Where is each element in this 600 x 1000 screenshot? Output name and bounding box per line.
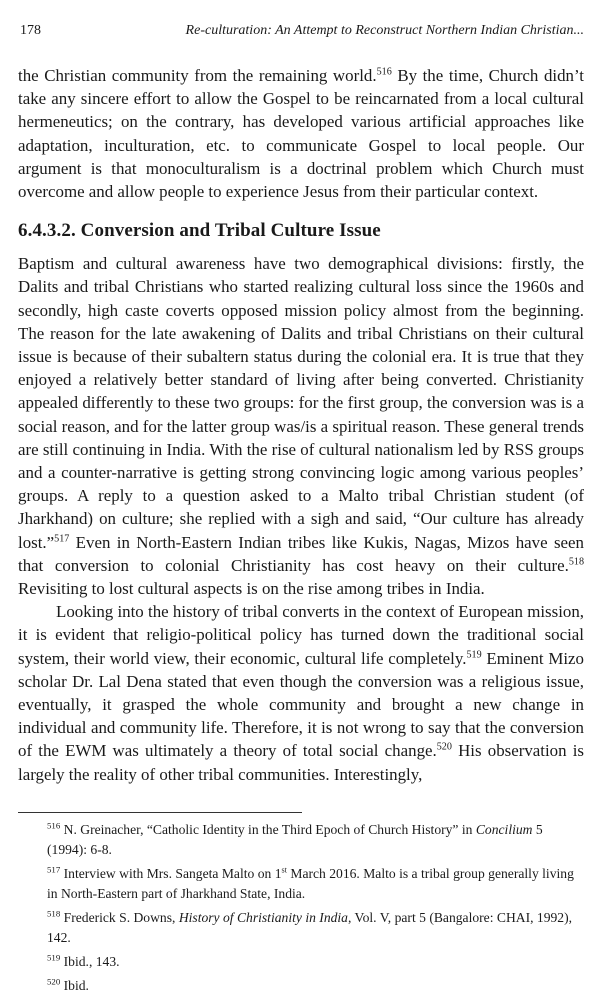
paragraph-text: His observation is largely the reality of other tribal communities. Interestingly, [18, 741, 584, 784]
footnote-title: History of Christianity in India [178, 910, 348, 925]
footnote-title: Concilium [475, 822, 533, 837]
footnote-520 [18, 976, 584, 996]
footnote-text: Ibid., 143. [60, 954, 120, 969]
footnote-text: N. Greinacher, “Catholic Identity in the Third Epoch of Church History” in [60, 822, 476, 837]
footnote-ref-519[interactable]: 519 [466, 649, 482, 661]
footnotes [18, 820, 584, 1000]
footnote-text: 5 (1994): 6-8. [47, 822, 543, 857]
paragraph-text: Even in North-Eastern Indian tribes like Kukis, Nagas, Mizos have seen that conversion to colonial Christianity has cost heavy on their culture. [18, 532, 584, 575]
footnote-ref-516[interactable]: 516 [376, 66, 392, 78]
footnote-number: 517 [47, 864, 61, 875]
footnote-517 [18, 864, 584, 904]
footnote-ref-517[interactable]: 517 [54, 533, 70, 545]
footnote-text: , Vol. V, part 5 (Bangalore: CHAI, 1992), 142. [47, 910, 573, 945]
footnote-518 [18, 908, 584, 948]
footnote-ref-520[interactable]: 520 [436, 741, 452, 753]
footnote-text: Ibid. [60, 978, 89, 993]
paragraph-text: Looking into the history of tribal converts in the context of European mission, it is evident that religio-political policy has turned down the traditional social system, their world view, their economic, cultural life completely. [18, 602, 584, 668]
footnote-number: 516 [47, 820, 61, 831]
paragraph-3 [18, 600, 584, 786]
paragraph-1 [18, 64, 584, 203]
footnote-number: 518 [47, 908, 61, 919]
footnote-number: 519 [47, 952, 61, 963]
paragraph-text: Eminent Mizo scholar Dr. Lal Dena stated that even though the conversion was a religious issue, eventually, it grasped the whole community and brought a new change in individual and community life. Therefore, it is not wrong to say that the conversion of the EWM was ultimately a theory of total social change. [18, 648, 584, 761]
running-title: Re-culturation: An Attempt to Reconstruct Northern Indian Christian... [185, 23, 584, 38]
footnote-text: Frederick S. Downs, [60, 910, 179, 925]
footnote-text: Interview with Mrs. Sangeta Malto on 1 [60, 866, 282, 881]
footnote-divider [18, 812, 302, 813]
paragraph-text: Revisiting to lost cultural aspects is on the rise among tribes in India. [18, 579, 485, 599]
paragraph-text: Baptism and cultural awareness have two demographical divisions: firstly, the Dalits and tribal Christians who started realizing cultural loss since the 1960s and secondly, high caste coverts opposed mission policy almost from the beginning. The reason for the late awakening of Dalits and tribal Christians on their cultural issue is because of their subaltern status during the colonial era. It is true that they enjoyed a relatively better standard of living after being converted. Christianity appealed differently to these two groups: for the first group, the conversion was is a social reason, and for the latter group was/is a spiritual reason. These general trends are still continuing in India. With the rise of cultural nationalism led by RSS groups and a counter-narrative is getting strong convincing logic among various peoples’ groups. A reply to a question asked to a Malto tribal Christian student (of Jharkhand) on culture; she replied with a sigh and said, “Our culture has already lost.” [18, 254, 584, 552]
paragraph-text: By the time, Church didn’t take any sincere effort to allow the Gospel to be reincarnated from a local cultural hermeneutics; on the contrary, has developed various artificial approaches like adaptation, inculturation, etc. to communicate Gospel to local people. Our argument is that monoculturalism is a doctrinal problem which Church must overcome and allow people to experience Jesus from their particular context. [18, 66, 584, 202]
paragraph-text: the Christian community from the remaining world. [18, 66, 377, 85]
footnote-text: March 2016. Malto is a tribal group generally living in North-Eastern part of Jharkhand State, India. [47, 866, 574, 901]
footnote-ref-518[interactable]: 518 [568, 556, 584, 568]
section-heading: 6.4.3.2. Conversion and Tribal Culture Issue [18, 220, 381, 242]
footnote-number: 520 [47, 976, 61, 987]
body-text [18, 64, 584, 786]
ordinal-suffix: st [281, 865, 287, 875]
footnote-519 [18, 952, 584, 972]
paragraph-2 [18, 252, 584, 600]
page-number: 178 [20, 23, 41, 38]
footnote-516 [18, 820, 584, 860]
